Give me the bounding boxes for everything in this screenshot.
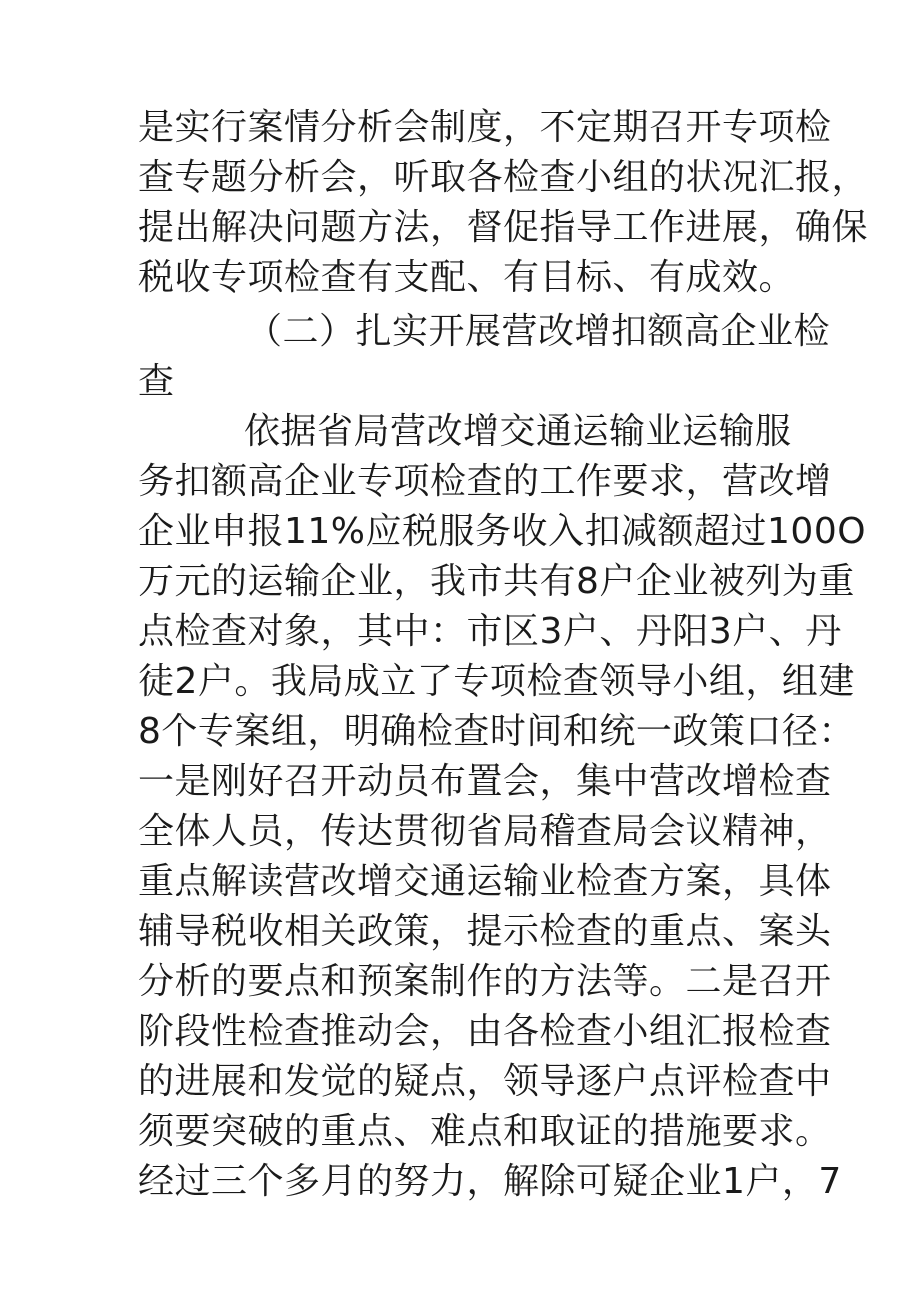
text-line: 须要突破的重点、难点和取证的措施要求。 <box>138 1111 832 1152</box>
text-line: 徒2户。我局成立了专项检查领导小组，组建 <box>138 661 855 702</box>
text-line: 全体人员，传达贯彻省局稽查局会议精神， <box>138 811 832 852</box>
text-line: 经过三个多月的努力，解除可疑企业1户，7 <box>138 1161 842 1202</box>
text-line: 分析的要点和预案制作的方法等。二是召开 <box>138 961 832 1002</box>
text-line: 是实行案情分析会制度，不定期召开专项检 <box>138 107 832 148</box>
text-line: 万元的运输企业，我市共有8户企业被列为重 <box>138 561 855 602</box>
text-line: 一是刚好召开动员布置会，集中营改增检查 <box>138 761 832 802</box>
text-line: 辅导税收相关政策，提示检查的重点、案头 <box>138 911 832 952</box>
text-line: 提出解决问题方法，督促指导工作进展，确保 <box>138 207 869 248</box>
text-line: 企业申报11%应税服务收入扣减额超过100O <box>138 511 867 552</box>
text-line: 阶段性检查推动会，由各检查小组汇报检查 <box>138 1011 832 1052</box>
text-line: 重点解读营改增交通运输业检查方案，具体 <box>138 861 832 902</box>
text-line: 税收专项检查有支配、有目标、有成效。 <box>138 257 796 298</box>
section-heading-continuation: 查 <box>138 361 175 402</box>
text-line: 点检查对象，其中：市区3户、丹阳3户、丹 <box>138 611 842 652</box>
text-line: 依据省局营改增交通运输业运输服 <box>244 411 792 452</box>
text-line: 查专题分析会，听取各检查小组的状况汇报， <box>138 157 869 198</box>
text-line: 务扣额高企业专项检查的工作要求，营改增 <box>138 461 832 502</box>
text-line: 的进展和发觉的疑点，领导逐户点评检查中 <box>138 1061 832 1102</box>
section-heading: （二）扎实开展营改增扣额高企业检 <box>246 311 831 352</box>
text-line: 8个专案组，明确检查时间和统一政策口径： <box>138 711 855 752</box>
